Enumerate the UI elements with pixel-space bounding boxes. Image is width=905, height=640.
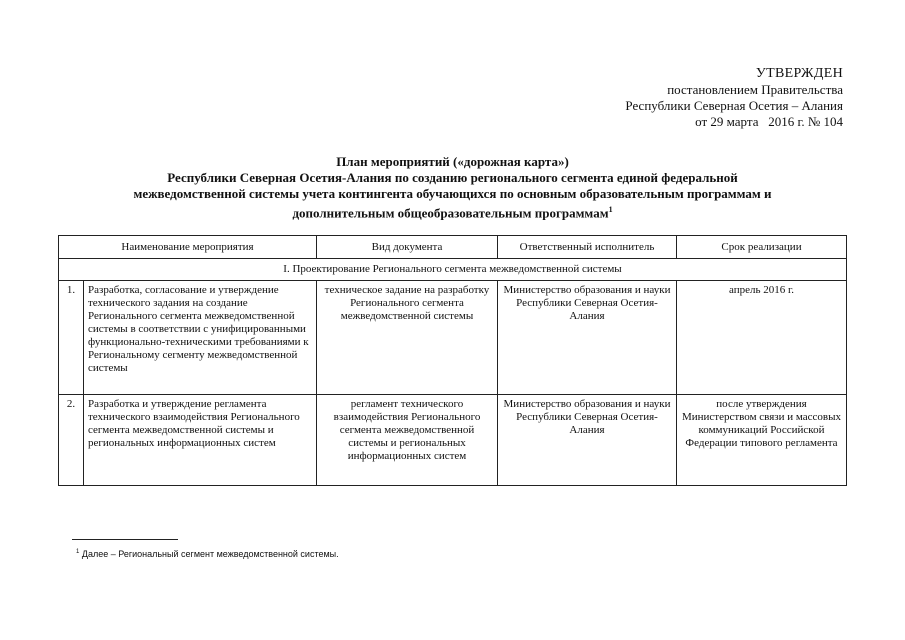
approval-block	[625, 66, 843, 130]
header-term: Срок реализации	[677, 236, 847, 259]
row-doc: регламент технического взаимодействия Регионального сегмента межведомственной системы и региональных информационных систем	[317, 395, 498, 486]
approval-line-1: постановлением Правительства	[667, 82, 843, 97]
title-line-1: План мероприятий («дорожная карта»)	[336, 154, 569, 169]
row-term: после утверждения Министерством связи и массовых коммуникаций Российской Федерации типового регламента	[677, 395, 847, 486]
row-term: апрель 2016 г.	[677, 281, 847, 395]
row-name: Разработка и утверждение регламента технического взаимодействия Регионального сегмента межведомственной системы и региональных информационных систем	[84, 395, 317, 486]
approval-line-3: от 29 марта 2016 г. № 104	[695, 114, 843, 129]
title-line-2: Республики Северная Осетия-Алания по созданию регионального сегмента единой федеральной	[167, 170, 738, 185]
title-line-4	[60, 202, 845, 221]
row-number: 1.	[59, 281, 84, 395]
title-line-3: межведомственной системы учета контингента обучающихся по основным образовательным программам и	[133, 186, 772, 201]
table-header-row	[59, 236, 847, 259]
footnote	[76, 547, 339, 560]
footnote-text: Далее – Региональный сегмент межведомственной системы.	[79, 549, 339, 559]
table-row	[59, 281, 847, 395]
title-line-4-text: дополнительным общеобразовательным программам	[292, 205, 609, 221]
section-title: I. Проектирование Регионального сегмента межведомственной системы	[59, 259, 847, 281]
document-title	[60, 154, 845, 221]
approval-line-2: Республики Северная Осетия – Алания	[625, 98, 843, 113]
header-resp: Ответственный исполнитель	[498, 236, 677, 259]
row-resp: Министерство образования и науки Республики Северная Осетия-Алания	[498, 281, 677, 395]
title-footnote-mark: 1	[608, 205, 613, 214]
table-row	[59, 395, 847, 486]
header-doc: Вид документа	[317, 236, 498, 259]
row-name: Разработка, согласование и утверждение технического задания на создание Регионального сегмента межведомственной системы в соответствии с унифицированными функционально-техническими требованиями к Региональному сегменту межведомственной системы	[84, 281, 317, 395]
row-doc: техническое задание на разработку Регионального сегмента межведомственной системы	[317, 281, 498, 395]
footnote-divider	[72, 539, 178, 540]
header-name: Наименование мероприятия	[59, 236, 317, 259]
section-row	[59, 259, 847, 281]
roadmap-table	[58, 235, 847, 486]
row-number: 2.	[59, 395, 84, 486]
approval-heading: УТВЕРЖДЕН	[755, 66, 843, 81]
row-resp: Министерство образования и науки Республики Северная Осетия-Алания	[498, 395, 677, 486]
footnote-mark: 1	[76, 549, 80, 555]
